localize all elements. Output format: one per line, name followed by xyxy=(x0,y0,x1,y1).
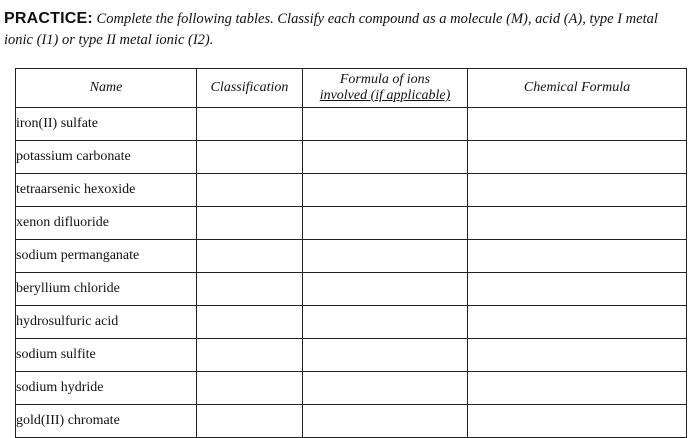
table-row xyxy=(16,273,687,306)
table-row xyxy=(16,339,687,372)
ions-cell[interactable] xyxy=(303,207,468,240)
table-row xyxy=(16,240,687,273)
table-row xyxy=(16,207,687,240)
classification-cell[interactable] xyxy=(197,174,303,207)
compound-table xyxy=(15,68,687,438)
instructions-line-2: ionic (I1) or type II metal ionic (I2). xyxy=(4,32,214,48)
ions-cell[interactable] xyxy=(303,240,468,273)
header-formula-of-ions-line2: involved (if applicable) xyxy=(319,88,451,103)
compound-name-cell: hydrosulfuric acid xyxy=(16,306,197,339)
table-row xyxy=(16,141,687,174)
classification-cell[interactable] xyxy=(197,273,303,306)
table-body xyxy=(16,108,687,438)
compound-name-cell: gold(III) chromate xyxy=(16,405,197,438)
chemical-formula-cell[interactable] xyxy=(468,174,687,207)
chemical-formula-cell[interactable] xyxy=(468,273,687,306)
table-row xyxy=(16,174,687,207)
chemical-formula-cell[interactable] xyxy=(468,240,687,273)
compound-name-cell: beryllium chloride xyxy=(16,273,197,306)
classification-cell[interactable] xyxy=(197,339,303,372)
compound-name-cell: potassium carbonate xyxy=(16,141,197,174)
instructions-line-1 xyxy=(4,8,700,30)
classification-cell[interactable] xyxy=(197,141,303,174)
chemical-formula-cell[interactable] xyxy=(468,108,687,141)
classification-cell[interactable] xyxy=(197,108,303,141)
chemical-formula-cell[interactable] xyxy=(468,207,687,240)
header-formula-of-ions xyxy=(303,69,468,108)
chemical-formula-cell[interactable] xyxy=(468,306,687,339)
table-row xyxy=(16,306,687,339)
classification-cell[interactable] xyxy=(197,306,303,339)
practice-colon: : xyxy=(87,10,93,27)
ions-cell[interactable] xyxy=(303,273,468,306)
classification-cell[interactable] xyxy=(197,372,303,405)
classification-cell[interactable] xyxy=(197,240,303,273)
instructions xyxy=(4,8,700,51)
header-formula-of-ions-line1: Formula of ions xyxy=(339,72,431,87)
compound-name-cell: sodium permanganate xyxy=(16,240,197,273)
table-row xyxy=(16,372,687,405)
compound-name-cell: iron(II) sulfate xyxy=(16,108,197,141)
ions-cell[interactable] xyxy=(303,372,468,405)
ions-cell[interactable] xyxy=(303,306,468,339)
classification-cell[interactable] xyxy=(197,207,303,240)
ions-cell[interactable] xyxy=(303,108,468,141)
header-classification: Classification xyxy=(197,69,303,108)
chemical-formula-cell[interactable] xyxy=(468,339,687,372)
compound-name-cell: tetraarsenic hexoxide xyxy=(16,174,197,207)
compound-name-cell: sodium hydride xyxy=(16,372,197,405)
practice-label: PRACTICE xyxy=(4,10,88,27)
chemical-formula-cell[interactable] xyxy=(468,141,687,174)
chemical-formula-cell[interactable] xyxy=(468,372,687,405)
compound-name-cell: sodium sulfite xyxy=(16,339,197,372)
table-row xyxy=(16,108,687,141)
ions-cell[interactable] xyxy=(303,339,468,372)
header-name: Name xyxy=(16,69,197,108)
ions-cell[interactable] xyxy=(303,141,468,174)
compound-name-cell: xenon difluoride xyxy=(16,207,197,240)
header-row xyxy=(16,69,687,108)
header-chemical-formula: Chemical Formula xyxy=(468,69,687,108)
ions-cell[interactable] xyxy=(303,174,468,207)
instructions-text-1: Complete the following tables. Classify each compound as a molecule (M), acid (A), type I metal xyxy=(92,11,658,27)
